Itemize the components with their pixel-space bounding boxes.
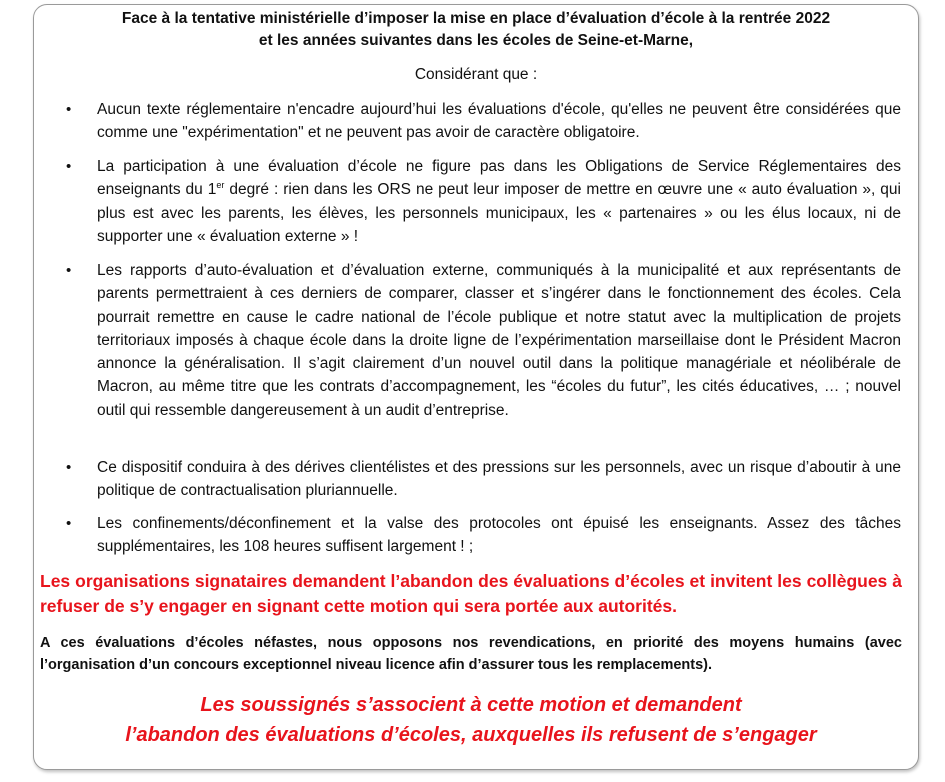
bullet-list: [60, 98, 901, 145]
bullet-list: [60, 456, 901, 503]
bullet-item-4: • Ce dispositif conduira à des dérives clientélistes et des pressions sur les personnels, avec un risque d’aboutir à une politique de contractualisation pluriannuelle.: [60, 456, 901, 503]
bullet-list: [60, 512, 901, 559]
demand-paragraph: Les organisations signataires demandent l’abandon des évaluations d’écoles et invitent les collègues à refuser de s’y engager en signant cette motion qui sera portée aux autorités.: [40, 571, 902, 616]
header-line-2: et les années suivantes dans les écoles de Seine-et-Marne,: [258, 32, 694, 49]
counter-paragraph: A ces évaluations d’écoles néfastes, nous opposons nos revendications, en priorité des moyens humains (avec l’organisation d’un concours exceptionnel niveau licence afin d’assurer tous les remplacements).: [40, 635, 902, 673]
bullet-item-2: • La participation à une évaluation d’école ne figure pas dans les Obligations de Service Réglementaires des enseignants du 1er degré : rien dans les ORS ne peut leur imposer de mettre en œuvre une « auto évaluation », qui plus est avec les parents, les élèves, les personnels municipaux, les « partenaires » ou les élus locaux, ni de supporter une « évaluation externe » !: [60, 155, 901, 248]
signature-line-2: l’abandon des évaluations d’écoles, auxquelles ils refusent de s’engager: [125, 724, 817, 746]
header-line-1: Face à la tentative ministérielle d’imposer la mise en place d’évaluation d’école à la rentrée 2022: [121, 10, 831, 27]
bullet-item-3: • Les rapports d’auto-évaluation et d’évaluation externe, communiqués à la municipalité et aux représentants de parents permettraient à ces derniers de comparer, classer et s’ingérer dans le fonctionnement des écoles. Cela pourrait remettre en cause le cadre national de l’école publique et notre statut avec la multiplication de projets territoriaux imposés à chaque école dans la droite ligne de l’expérimentation marseillaise dont le Président Macron annonce la généralisation. Il s’agit clairement d’un nouvel outil dans la politique managériale et néolibérale de Macron, au même titre que les contrats d’accompagnement, les “écoles du futur”, les cités éducatives, … ; nouvel outil qui ressemble dangereusement à un audit d’entreprise.: [60, 259, 901, 422]
bullet-icon: •: [66, 515, 72, 532]
bullet-icon: •: [66, 262, 72, 279]
bullet-icon: •: [66, 459, 72, 476]
signature-line-1: Les soussignés s’associent à cette motion et demandent: [200, 694, 742, 716]
bullet-item-1: • Aucun texte réglementaire n'encadre aujourd’hui les évaluations d'école, qu'elles ne peuvent être considérées que comme une "expérimentation" et ne peuvent pas avoir de caractère obligatoire.: [60, 98, 901, 145]
considerant-label: Considérant que :: [414, 66, 538, 83]
bullet-list: [60, 259, 901, 422]
bullet-icon: •: [66, 101, 72, 118]
bullet-list: [60, 155, 901, 248]
bullet-item-5: • Les confinements/déconfinement et la valse des protocoles ont épuisé les enseignants. Assez des tâches supplémentaires, les 108 heures suffisent largement ! ;: [60, 512, 901, 559]
bullet-icon: •: [66, 158, 72, 175]
